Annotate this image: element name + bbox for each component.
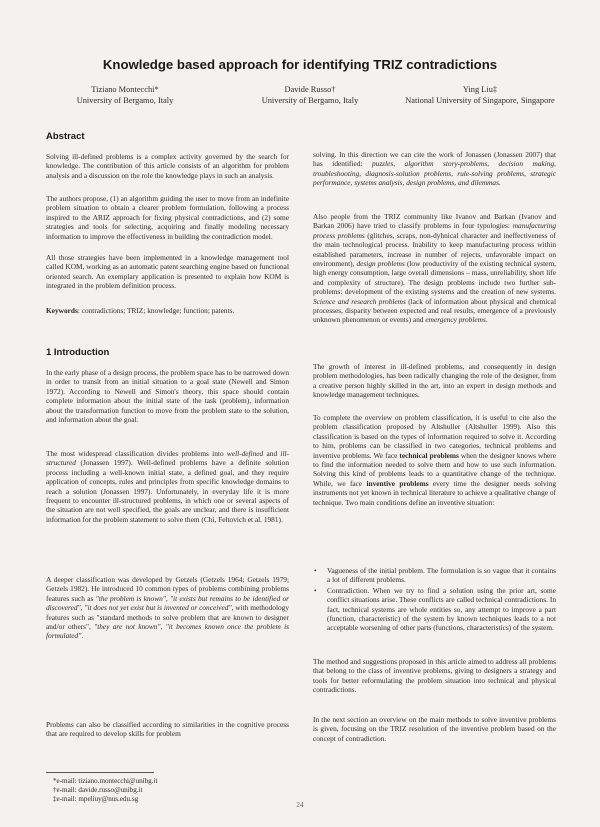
intro-paragraph-3 xyxy=(46,575,289,641)
right-paragraph-3: The growth of interest in ill-defined problems, and consequently in design problem methodologies, has been radically changing the role of the designer, from a creative person highly skilled in the art, into an expert in design methods and knowledge management techniques. xyxy=(313,362,556,400)
footnote-1: *e-mail: tiziano.montecchi@unibg.it xyxy=(53,777,158,785)
page-number: 24 xyxy=(296,800,304,809)
text-run: The most widespread classification divides problems into xyxy=(46,449,227,458)
quote: "the problem is known" xyxy=(95,593,166,603)
term-technical-problems: technical problems xyxy=(399,450,459,460)
text-run: when the designer knows where to find the information needed to solve them and how to use such information. Solving this kind of problems leads to a quantitative change of the technique. While, we face xyxy=(313,450,556,488)
footnote-2: †e-mail: davide.russo@unibg.it xyxy=(53,786,143,794)
text-run: solving. In this direction we can cite the work of Jonassen (Jonassen 2007) that has identified: xyxy=(313,150,556,169)
author-affiliation: National University of Singapore, Singapore xyxy=(405,95,555,105)
footnote-rule xyxy=(46,772,154,773)
paper-title: Knowledge based approach for identifying TRIZ contradictions xyxy=(102,57,498,72)
term-inventive-problems: inventive problems xyxy=(366,478,429,488)
author-name: Ying Liu‡ xyxy=(462,85,498,94)
text-run: (lack of information about physical and chemical processes, disparity between expected and real results, emergence of a previously unknown phenomenon or events) and xyxy=(313,296,556,325)
text-run: , xyxy=(165,593,170,603)
text-run: Also people from the TRIZ community like Ivanov and Barkan (Ivanov and Barkan 2006) have tried to classify problems in four typologies: xyxy=(313,212,556,231)
text-run: A deeper classification was developed by Getzels (Getzels 1964; Getzels 1979; Getzels 1982). He introduced 10 common types of problems combining problems features such as xyxy=(46,575,289,603)
keywords-text: : contradictions; TRIZ; knowledge; function; patents. xyxy=(77,306,235,315)
abstract-paragraph-1: Solving ill-defined problems is a complex activity governed by the search for knowledge. The contribution of this article consists of an algorithm for problem analysis and a discussion on the role the knowledge plays in such an analysis. xyxy=(46,152,289,180)
text-run: . xyxy=(485,315,488,325)
text-run: (Jonassen 1997). Well-defined problems have a definite solution process including a well-known initial state, a defined goal, and they require application of concepts, rules and principles from specific knowledge domains to reach a solution (Jonassen 1997). Unfortunately, in everyday life it is more frequent to encounter ill-structured problems, in which one or several aspects of the situation are not well specified, the goals are unclear, and there is insufficient information for the problem statement to solve them (Chi, Feltovich et al. 1981). xyxy=(46,458,289,524)
author-affiliation: University of Bergamo, Italy xyxy=(261,95,359,105)
abstract-paragraph-2: The authors propose, (1) an algorithm guiding the user to move from an indefinite problem situation to obtain a clearer problem formulation, following a process inspired to the ARIZ approach for fixing physical contradictions, and (2) some strategies and tools for selecting, acquiring and finally modeling necessary information to improve the effectiveness in building the contradiction model. xyxy=(46,194,289,241)
term-well-defined: well-defined xyxy=(226,449,264,458)
right-paragraph-2 xyxy=(313,212,556,325)
text-run: every time the designer needs solving instruments not yet known in technical literature to achieve a qualitative change of technique. Two main conditions define an inventive situation: xyxy=(313,478,557,507)
term: manufacturing process problems xyxy=(313,221,556,240)
text-run: , xyxy=(160,622,166,632)
intro-paragraph-2 xyxy=(46,449,289,524)
intro-paragraph-4: Problems can also be classified according to similarities in the cognitive process that are required to develop skills for problem xyxy=(46,720,289,739)
intro-paragraph-1: In the early phase of a design process, the problem space has to be narrowed down in order to transit from an initial situation to a goal state (Newell and Simon 1972). According to Newell and Simon's theory, this space should contain complete information about the initial state of the task (problem), information about the transformation function to move from the problem state to the solution, and information about the goal. xyxy=(46,368,289,425)
author-2 xyxy=(235,85,385,106)
text-run: and xyxy=(263,449,281,458)
quote: "it becomes known once the problem is formulated" xyxy=(46,622,290,641)
term-ill-structured: ill-structured xyxy=(46,449,289,468)
abstract-paragraph-3: All those strategies have been implemented in a knowledge management tool called KOM, working as an automatic patent searching engine based on functional oriented search. An exemplary application is presented to explain how KOM is integrated in the problem definition process. xyxy=(46,253,289,291)
list-item: • Contradiction. When we try to find a solution using the prior art, some conflict situations arise. These conflicts are called technical contradictions. In fact, technical systems are whole entities so, any attempt to improve a part (function, characteristic) of the system by known techniques leads to a not acceptable worsening of other parts (functions, characteristics) of the system. xyxy=(313,586,556,633)
quote: "they are not known" xyxy=(94,622,161,632)
abstract-heading: Abstract xyxy=(46,131,85,142)
right-paragraph-1 xyxy=(313,150,556,188)
list-item: • Vagueness of the initial problem. The formulation is so vague that it contains a lot of different problems. xyxy=(313,566,556,585)
author-name: Davide Russo† xyxy=(284,85,336,94)
keywords-label: Keywords xyxy=(46,306,78,315)
text-run: , xyxy=(80,603,85,613)
author-3 xyxy=(405,85,555,106)
author-1 xyxy=(55,85,195,106)
author-name: Tiziano Montecchi* xyxy=(91,85,159,94)
right-paragraph-5: The method and suggestions proposed in this article aimed to address all problems that belong to the class of inventive problems, giving to designers a strategy and tools for better reformulating the problem situation into technical and physical contradictions. xyxy=(313,657,556,695)
text-run: (glitches, scraps, non-dyhnical character and ineffectiveness of the main technological process. Inability to keep manufacturing process within established parameters, increase in number of rejects, unfavorable impact on environment), xyxy=(313,230,556,269)
term: emergency problems xyxy=(425,315,486,325)
quote: "it does not yet exist but is invented or conceived" xyxy=(84,603,232,613)
text-run: To complete the overview on problem classification, it is useful to cite also the problem classification proposed by Altshuller (Altshuller 1999). Also this classification is based on the types of information required to solve it. According to him, problems can be classified in two categories, technical problems and inventive problems. We face xyxy=(313,413,556,460)
text-run: (low productivity of the existing technical system, high energy consumption, large overall dimensions – mass, unreliability, short life and complexity of structure). The design problems include two further sub-problems: development of the existing systems and the creation of new systems. xyxy=(313,259,556,297)
right-paragraph-6: In the next section an overview on the main methods to solve inventive problems is given, focusing on the TRIZ resolution of the inventive problem based on the concept of contradiction. xyxy=(313,715,556,743)
conditions-list xyxy=(313,566,556,634)
intro-heading: 1 Introduction xyxy=(46,347,110,358)
quote: "it exists but remains to be identified or discovered" xyxy=(46,593,289,613)
author-affiliation: University of Bergamo, Italy xyxy=(76,95,174,105)
term: Science and research problems xyxy=(313,296,406,306)
footnote-3: ‡e-mail: mpeliuy@nus.edu.sg xyxy=(53,795,139,803)
right-paragraph-4 xyxy=(313,413,556,507)
text-run: . xyxy=(81,631,84,641)
problem-types-list: puzzles, algorithm story-problems, decision making, troubleshooting, diagnosis-solution problems, rule-solving problems, strategic performance, systems analysis, design problems, and dilemmas. xyxy=(313,159,556,188)
keywords-line xyxy=(46,306,289,315)
term: design problems xyxy=(356,259,405,269)
text-run: , with methodology features such as "standard methods to solve problem that are known to designer and/or others", xyxy=(46,603,289,632)
